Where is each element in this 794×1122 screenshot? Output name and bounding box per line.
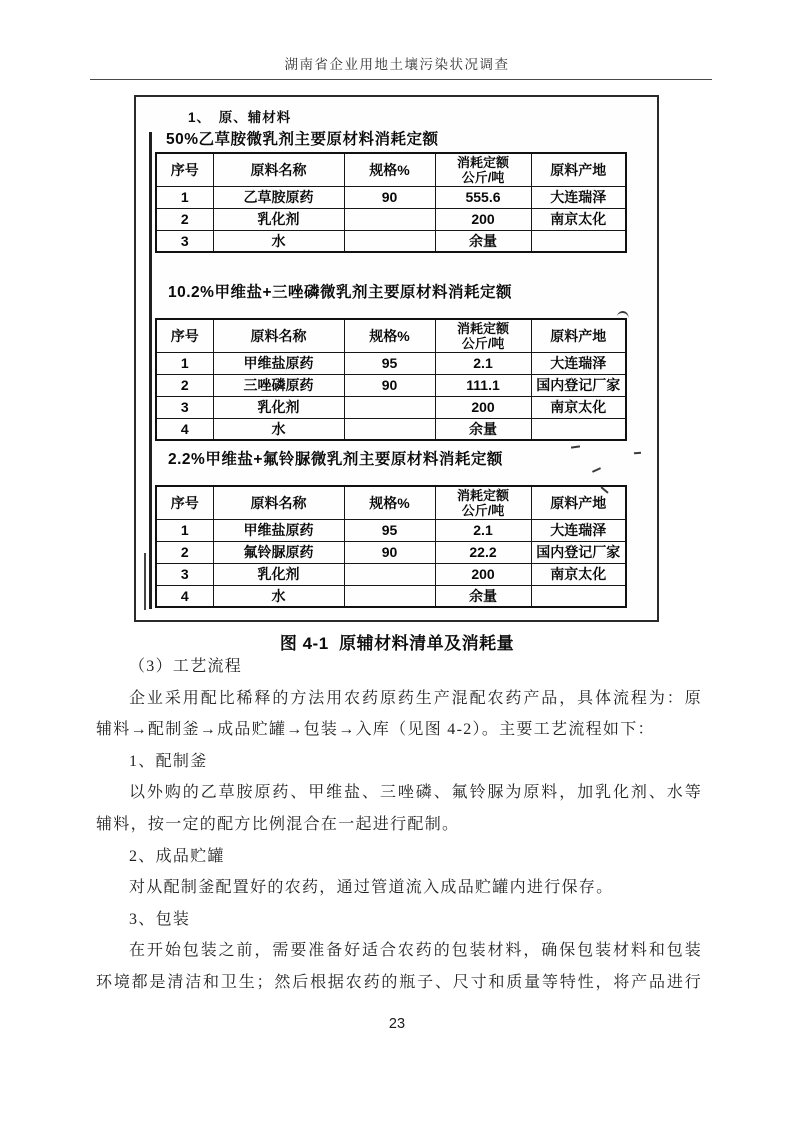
body-text bbox=[96, 651, 702, 999]
page-header-title: 湖南省企业用地土壤污染状况调查 bbox=[284, 57, 510, 72]
cell bbox=[344, 563, 435, 585]
cell: 余量 bbox=[435, 230, 531, 252]
cell: 200 bbox=[435, 208, 531, 230]
body-line: 环境都是清洁和卫生；然后根据农药的瓶子、尺寸和质量等特性，将产品进行 bbox=[96, 973, 702, 991]
cell: 555.6 bbox=[435, 186, 531, 208]
cell: 2 bbox=[156, 541, 213, 563]
body-line: 对从配制釜配置好的农药，通过管道流入成品贮罐内进行保存。 bbox=[129, 879, 614, 897]
cell bbox=[531, 230, 626, 252]
materials-table-1 bbox=[155, 152, 627, 253]
cell: 大连瑞泽 bbox=[531, 519, 626, 541]
cell: 乳化剂 bbox=[213, 396, 344, 418]
table-row bbox=[156, 585, 626, 607]
cell: 国内登记厂家 bbox=[531, 374, 626, 396]
body-line: 企业采用配比稀释的方法用农药原药生产混配农药产品，具体流程为：原 bbox=[129, 689, 702, 707]
cell: 90 bbox=[344, 186, 435, 208]
col-header: 消耗定额 公斤/吨 bbox=[435, 319, 531, 352]
cell: 2.1 bbox=[435, 352, 531, 374]
cell: 95 bbox=[344, 519, 435, 541]
table-row bbox=[156, 374, 626, 396]
body-line: 以外购的乙草胺原药、甲维盐、三唑磷、氟铃脲为原料，加乳化剂、水等 bbox=[129, 784, 702, 802]
col-header: 序号 bbox=[156, 153, 213, 186]
cell: 90 bbox=[344, 374, 435, 396]
cell: 甲维盐原药 bbox=[213, 352, 344, 374]
col-header: 原料名称 bbox=[213, 486, 344, 519]
cell: 南京太化 bbox=[531, 208, 626, 230]
cell: 大连瑞泽 bbox=[531, 352, 626, 374]
cell: 3 bbox=[156, 230, 213, 252]
cell: 氟铃脲原药 bbox=[213, 541, 344, 563]
cell: 2.1 bbox=[435, 519, 531, 541]
cell: 2 bbox=[156, 374, 213, 396]
cell: 余量 bbox=[435, 585, 531, 607]
cell: 三唑磷原药 bbox=[213, 374, 344, 396]
cell: 3 bbox=[156, 396, 213, 418]
body-line: 在开始包装之前，需要准备好适合农药的包装材料，确保包装材料和包装 bbox=[129, 942, 702, 960]
col-header: 序号 bbox=[156, 319, 213, 352]
body-line: （3）工艺流程 bbox=[129, 658, 243, 675]
cell bbox=[344, 585, 435, 607]
cell: 4 bbox=[156, 585, 213, 607]
cell: 国内登记厂家 bbox=[531, 541, 626, 563]
table-row bbox=[156, 186, 626, 208]
cell: 200 bbox=[435, 563, 531, 585]
table-1-title: 50%乙草胺微乳剂主要原材料消耗定额 bbox=[166, 131, 439, 148]
body-line: 2、成品贮罐 bbox=[129, 847, 225, 865]
table-row bbox=[156, 541, 626, 563]
header-rule bbox=[90, 79, 712, 80]
figure-scanned-image bbox=[134, 95, 659, 622]
body-line: 3、包装 bbox=[129, 910, 191, 928]
figure-section-heading: 1、 原、辅材料 bbox=[188, 110, 292, 125]
col-header: 规格% bbox=[344, 486, 435, 519]
table-row bbox=[156, 563, 626, 585]
materials-table-3 bbox=[155, 485, 627, 608]
table-header-row bbox=[156, 319, 626, 352]
cell: 111.1 bbox=[435, 374, 531, 396]
body-line: 1、配制釜 bbox=[129, 752, 208, 770]
col-header: 原料产地 bbox=[531, 319, 626, 352]
col-header: 消耗定额 公斤/吨 bbox=[435, 153, 531, 186]
table-row bbox=[156, 418, 626, 440]
cell: 乙草胺原药 bbox=[213, 186, 344, 208]
table-header-row bbox=[156, 486, 626, 519]
cell bbox=[531, 585, 626, 607]
cell bbox=[344, 396, 435, 418]
cell: 水 bbox=[213, 418, 344, 440]
materials-table-2 bbox=[155, 318, 627, 441]
cell: 南京太化 bbox=[531, 396, 626, 418]
cell: 3 bbox=[156, 563, 213, 585]
col-header: 原料名称 bbox=[213, 153, 344, 186]
figure-caption: 图 4-1 原辅材料清单及消耗量 bbox=[279, 634, 515, 653]
table-header-row bbox=[156, 153, 626, 186]
cell: 1 bbox=[156, 352, 213, 374]
scan-artifact-vertical-line bbox=[149, 132, 152, 609]
col-header: 原料名称 bbox=[213, 319, 344, 352]
cell: 乳化剂 bbox=[213, 563, 344, 585]
cell: 1 bbox=[156, 519, 213, 541]
col-header: 原料产地 bbox=[531, 486, 626, 519]
cell: 乳化剂 bbox=[213, 208, 344, 230]
col-header: 规格% bbox=[344, 319, 435, 352]
cell bbox=[344, 230, 435, 252]
cell bbox=[531, 418, 626, 440]
cell: 甲维盐原药 bbox=[213, 519, 344, 541]
cell: 90 bbox=[344, 541, 435, 563]
body-line: 辅料→配制釜→成品贮罐→包装→入库（见图 4-2）。主要工艺流程如下： bbox=[96, 721, 655, 739]
table-row bbox=[156, 230, 626, 252]
cell: 22.2 bbox=[435, 541, 531, 563]
cell: 大连瑞泽 bbox=[531, 186, 626, 208]
cell: 200 bbox=[435, 396, 531, 418]
table-2-title: 10.2%甲维盐+三唑磷微乳剂主要原材料消耗定额 bbox=[168, 284, 513, 301]
cell: 余量 bbox=[435, 418, 531, 440]
col-header: 原料产地 bbox=[531, 153, 626, 186]
table-3-title: 2.2%甲维盐+氟铃脲微乳剂主要原材料消耗定额 bbox=[168, 451, 503, 468]
cell: 95 bbox=[344, 352, 435, 374]
col-header: 消耗定额 公斤/吨 bbox=[435, 486, 531, 519]
cell: 2 bbox=[156, 208, 213, 230]
cell: 水 bbox=[213, 585, 344, 607]
page-number: 23 bbox=[388, 1016, 406, 1032]
cell: 4 bbox=[156, 418, 213, 440]
scan-artifact-vertical-line bbox=[144, 553, 146, 610]
cell: 1 bbox=[156, 186, 213, 208]
table-row bbox=[156, 396, 626, 418]
body-line: 辅料，按一定的配方比例混合在一起进行配制。 bbox=[96, 815, 460, 833]
col-header: 规格% bbox=[344, 153, 435, 186]
cell: 水 bbox=[213, 230, 344, 252]
cell bbox=[344, 208, 435, 230]
cell: 南京太化 bbox=[531, 563, 626, 585]
table-row bbox=[156, 352, 626, 374]
table-row bbox=[156, 519, 626, 541]
col-header: 序号 bbox=[156, 486, 213, 519]
table-row bbox=[156, 208, 626, 230]
cell bbox=[344, 418, 435, 440]
